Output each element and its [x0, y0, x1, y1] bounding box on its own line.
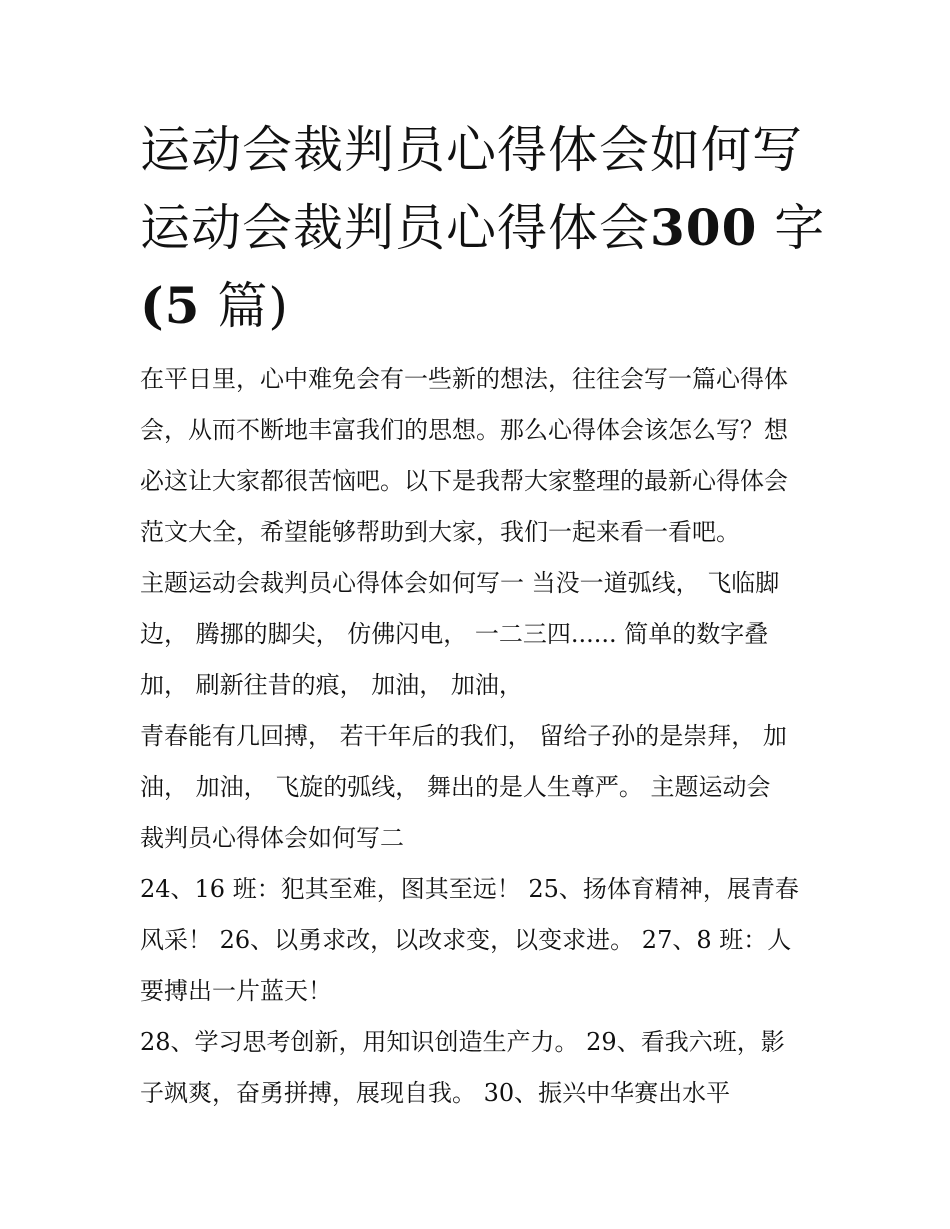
title-line-1: 运动会裁判员心得体会如何写 — [140, 121, 803, 179]
document-title — [140, 112, 830, 345]
title-line-3-tail: 篇) — [200, 277, 289, 335]
title-line-2-text: 运动会裁判员心得体会 — [140, 199, 650, 257]
paragraph-slogans-2: 28、学习思考创新，用知识创造生产力。 29、看我六班，影 子飒爽，奋勇拼搏，展现自我。 30、振兴中华赛出水平 — [140, 1028, 785, 1107]
title-line-2-number: 300 — [650, 198, 758, 257]
document-body — [140, 354, 820, 1119]
paragraph-slogans-1: 24、16 班：犯其至难，图其至远！ 25、扬体育精神，展青春 风采！ 26、以勇求改，以改求变，以变求进。 27、8 班：人 要搏出一片蓝天！ — [140, 875, 799, 1005]
title-line-2-tail: 字 — [757, 199, 826, 257]
title-line-3-open: ( — [140, 276, 165, 335]
paragraph-poem-1: 主题运动会裁判员心得体会如何写一 当没一道弧线， 飞临脚 边， 腾挪的脚尖， 仿佛闪电， 一二三四...... 简单的数字叠 加， 刷新往昔的痕， 加油， 加油， — [140, 569, 780, 699]
paragraph-intro: 在平日里，心中难免会有一些新的想法，往往会写一篇心得体 会，从而不断地丰富我们的思想。那么心得体会该怎么写？想 必这让大家都很苦恼吧。以下是我帮大家整理的最新心得体会 范文大全，希望能够帮助到大家，我们一起来看一看吧。 — [140, 365, 788, 546]
title-line-3-number: 5 — [164, 276, 201, 335]
paragraph-poem-2: 青春能有几回搏， 若干年后的我们， 留给子孙的是崇拜， 加 油， 加油， 飞旋的弧线， 舞出的是人生尊严。 主题运动会 裁判员心得体会如何写二 — [140, 722, 787, 852]
